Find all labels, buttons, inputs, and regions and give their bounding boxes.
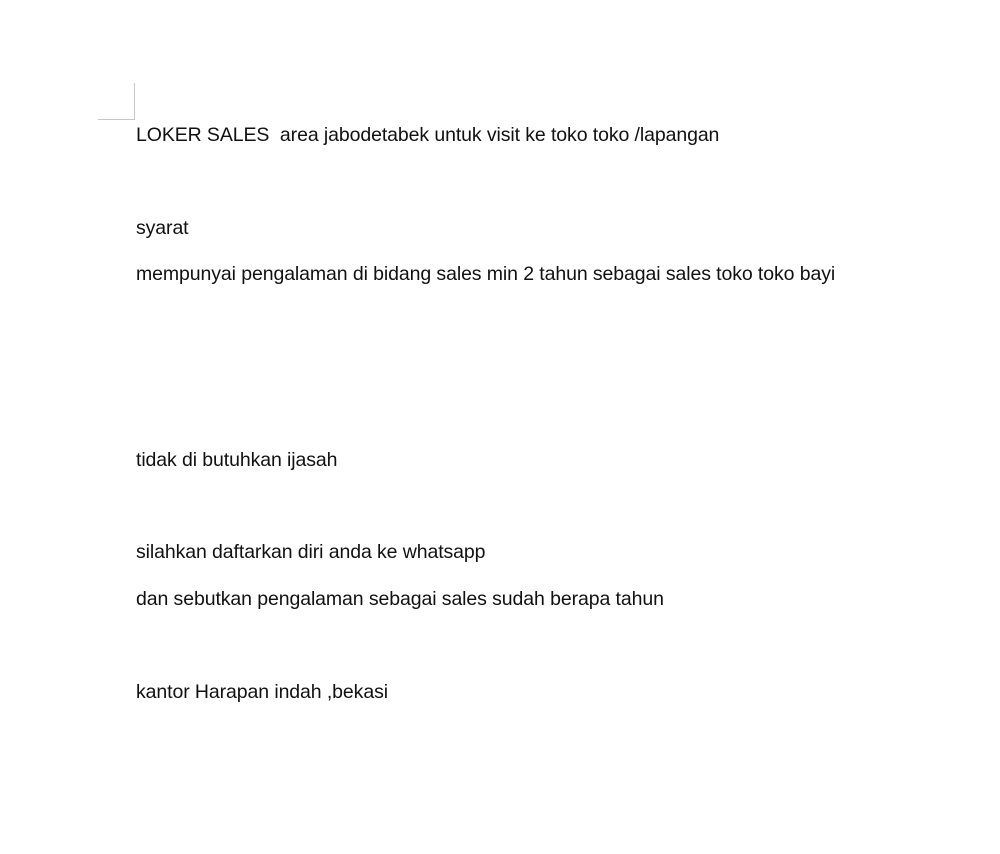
requirement-no-diploma: tidak di butuhkan ijasah	[136, 449, 338, 471]
requirements-label: syarat	[136, 217, 189, 239]
heading-job-title: LOKER SALES area jabodetabek untuk visit ke toko toko /lapangan	[136, 124, 720, 146]
margin-corner-mark	[98, 83, 135, 120]
instruction-mention-experience: dan sebutkan pengalaman sebagai sales sudah berapa tahun	[136, 588, 664, 610]
instruction-register: silahkan daftarkan diri anda ke whatsapp	[136, 541, 486, 563]
office-location: kantor Harapan indah ,bekasi	[136, 681, 388, 703]
requirement-experience: mempunyai pengalaman di bidang sales min 2 tahun sebagai sales toko toko bayi	[136, 263, 836, 285]
